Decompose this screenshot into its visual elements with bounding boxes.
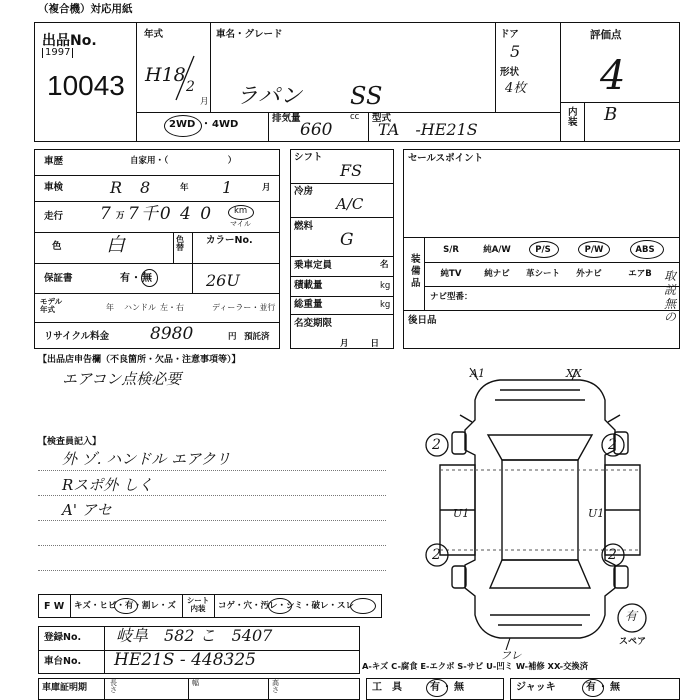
mark-rear-right: 2 [608,547,617,563]
shape-value: 4枚 [505,81,527,96]
equip-tv: 純TV [440,269,462,279]
inspector-note-2: Rスポ外 しく [62,476,154,494]
seat-interior-text: コゲ・穴・汚レ・シミ・破レ・スレ [218,601,355,611]
capacity-label: 乗車定員 [294,260,333,271]
history-value: 自家用・（ ） [130,156,237,166]
ac-value: A/C [336,195,364,213]
tools-value: 有・無 [430,682,466,693]
warranty-label: 保証書 [44,273,73,284]
mark-front-left: 2 [432,437,441,453]
drive-4wd: 4WD [212,119,239,130]
mark-bottom: フレ [500,649,522,662]
color-no-value: 26U [206,271,240,290]
equip-navi: 純ナビ [484,269,510,279]
fw-text: キズ・ヒビ・有・割レ・ズ [74,601,176,611]
shift-value: FS [340,161,363,180]
year-label: 年式 [144,29,164,40]
color-value: 白 [106,234,126,256]
name-label: 車名・グレード [216,29,283,40]
equip-abs: ABS [635,245,655,255]
equip-leather: 革シート [525,269,560,279]
sheet-title: （複合機）対応用紙 [38,3,133,15]
fuel-value: G [340,230,354,250]
warranty-selected-mark [141,269,158,287]
model-year-label: モデル年式 [40,297,63,314]
spare-mark: 有 [625,609,638,623]
equip-sr: S/R [443,245,459,255]
equip-airbag: エアB [628,269,652,279]
jack-value: 有・無 [586,682,622,693]
damage-legend: A-キズ C-腐食 E-エクボ S-サビ U-凹ミ W-補修 XX-交換済 [362,661,588,671]
seller-notes-label: 【出品店申告欄（不良箇所・欠品・注意事項等）】 [38,355,241,365]
reg-label: 登録No. [44,632,82,643]
model-label: 型式 [372,113,392,124]
garage-cert-label: 車庫証明期 [42,683,88,693]
recycle-value: 8980 [150,324,194,344]
equip-pw: P/W [584,245,604,255]
eval-label: 評価点 [590,29,622,41]
mark-side-left: U1 [453,507,470,520]
door-value: 5 [510,42,521,61]
door-label: ドア [500,29,519,40]
displacement-value: 660 [300,120,333,140]
equip-aw: 純A/W [483,245,511,255]
lot-year-code: 1997 [42,48,73,58]
equipment-label: 装備品 [411,254,421,289]
chassis-label: 車台No. [44,656,82,667]
shift-label: シフト [294,152,323,163]
mileage-rest: 7千0 4 0 [128,204,214,224]
color-label: 色 [52,241,62,252]
shape-label: 形状 [500,67,520,78]
equip-ext-navi: 外ナビ [576,269,602,279]
lot-number: 10043 [47,70,125,101]
seller-note: エアコン点検必要 [62,370,182,388]
mark-side-right: U1 [588,507,605,520]
lot-label: 出品No. [42,33,97,49]
history-frame [34,149,280,349]
car-diagram [400,360,680,660]
eval-score: 4 [600,53,626,99]
inspection-label: 車検 [44,182,64,193]
spare-label: スペア [619,637,647,647]
mark-top-left: A1 [470,367,485,380]
history-label: 車歴 [44,156,64,167]
ac-label: 冷房 [294,186,314,197]
change-label: 名変期限 [294,318,333,329]
inspection-month: 1 [222,178,233,197]
reg-value: 岐阜 582 こ 5407 [116,626,273,645]
drive-2wd: 2WD [169,119,196,130]
interior-label: 内装 [568,107,578,128]
rear-items-label: 後日品 [408,315,437,326]
interior-score: B [604,104,618,125]
weight-label: 総重量 [294,299,323,310]
car-name: ラパン [236,84,303,109]
tools-label: 工 具 [372,682,402,693]
inspection-era: R [110,178,123,197]
model-value: TA -HE21S [378,120,478,139]
inspection-year: 8 [140,178,151,197]
seat-interior-label: シート内装 [186,596,210,613]
chassis-value: HE21S - 448325 [114,650,256,670]
year-month: 2 [186,79,195,95]
warranty-value: 有・無 [120,273,153,284]
navi-model-label: ナビ型番： [430,292,473,302]
mileage-label: 走行 [44,211,64,222]
mark-rear-left: 2 [432,547,441,563]
equip-ps: P/S [535,245,551,255]
sales-point-label: セールスポイント [408,153,484,164]
mileage-man: 7 [100,204,111,224]
inspector-note-1: 外 ゾ. ハンドル エアクリ [62,450,231,468]
load-label: 積載量 [294,280,323,291]
color-no-label: カラーNo. [206,235,253,246]
year-era: H18 [145,64,186,86]
color-swap-label: 色替 [176,235,184,252]
fuel-label: 燃料 [294,221,314,232]
jack-label: ジャッキ [516,682,556,693]
fw-label: F W [44,601,65,612]
recycle-label: リサイクル料金 [44,331,110,342]
mark-top-right: XX [566,367,582,380]
inspector-note-3: A' アセ [62,501,112,519]
inspector-notes-label: 【検査員記入】 [38,437,102,447]
mark-front-right: 2 [608,437,617,453]
car-grade: SS [350,82,383,110]
equipment-side-note: 取説無の [664,269,677,325]
displacement-label: 排気量 [272,113,301,124]
